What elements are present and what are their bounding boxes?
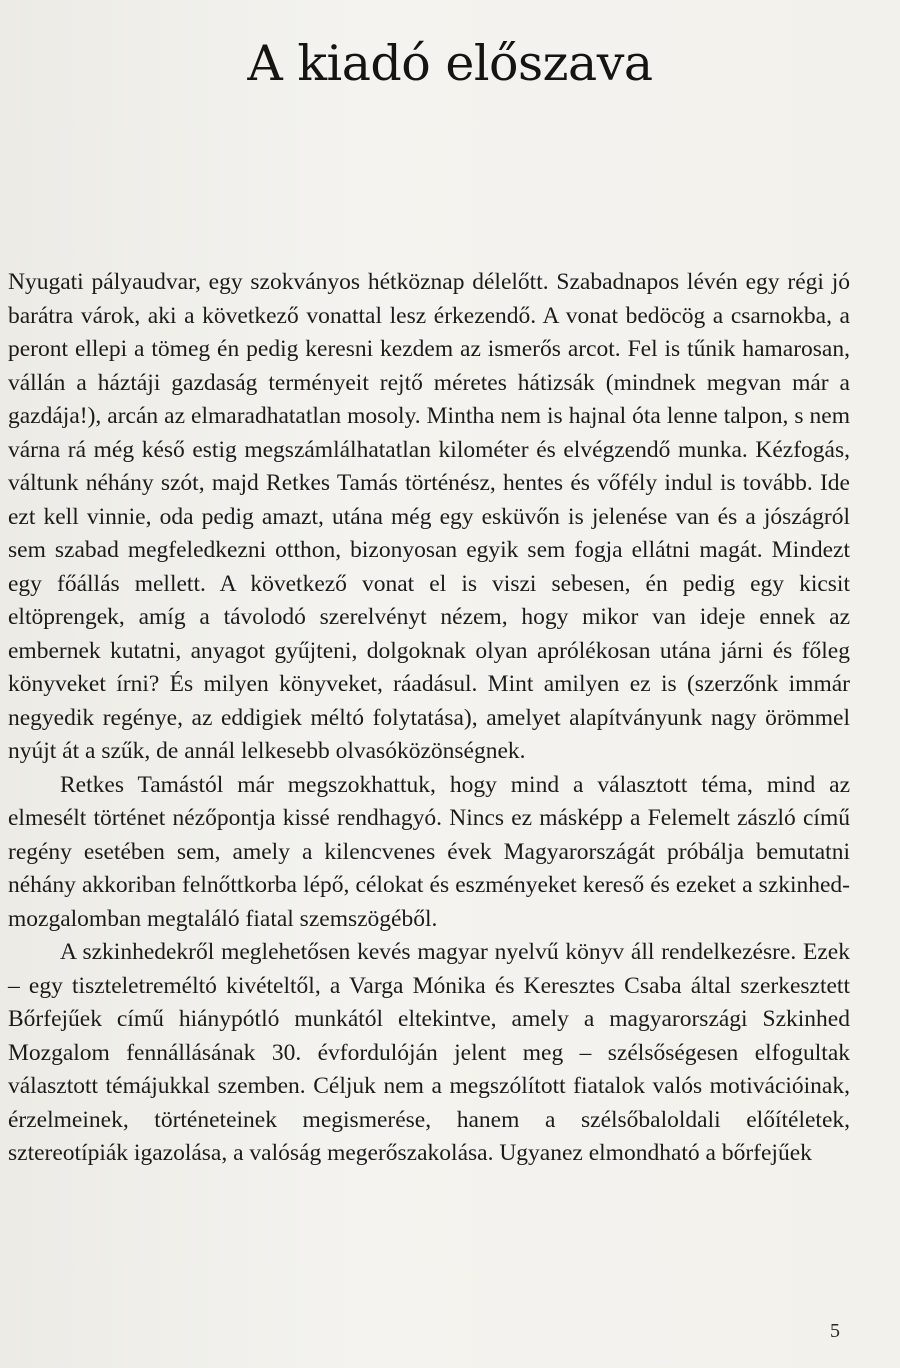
page-title: A kiadó előszava xyxy=(247,35,653,92)
body-text xyxy=(8,266,850,1171)
paragraph-3: A szkinhedekről meglehetősen kevés magyar nyelvű könyv áll rendelkezésre. Ezek – egy tiszteletreméltó kivételtől, a Varga Mónika és Keresztes Csaba által szerkesztett Bőrfejűek című hiánypótló munkától eltekintve, amely a magyarországi Szkinhed Mozgalom fennállásának 30. évfordulóján jelent meg – szélsőségesen elfogultak választott témájukkal szemben. Céljuk nem a megszólított fiatalok valós motivációinak, érzelmeinek, történeteinek megismerése, hanem a szélsőbaloldali előítéletek, sztereotípiák igazolása, a valóság megerőszakolása. Ugyanez elmondható a bőrfejűek xyxy=(8,939,850,1166)
page-number: 5 xyxy=(830,1320,840,1342)
paragraph-1: Nyugati pályaudvar, egy szokványos hétköznap délelőtt. Szabadnapos lévén egy régi jó barátra várok, aki a következő vonattal lesz érkezendő. A vonat bedöcög a csarnokba, a peront ellepi a tömeg én pedig keresni kezdem az ismerős arcot. Fel is tűnik hamarosan, vállán a háztáji gazdaság terményeit rejtő méretes hátizsák (mindnek megvan már a gazdája!), arcán az elmaradhatatlan mosoly. Mintha nem is hajnal óta lenne talpon, s nem várna rá még késő estig megszámlálhatatlan kilométer és elvégzendő munka. Kézfogás, váltunk néhány szót, majd Retkes Tamás történész, hentes és vőfély indul is tovább. Ide ezt kell vinnie, oda pedig amazt, utána még egy esküvőn is jelenése van és a jószágról sem szabad megfeledkezni otthon, bizonyosan egyik sem fogja ellátni magát. Mindezt egy főállás mellett. A következő vonat el is viszi sebesen, én pedig egy kicsit eltöprengek, amíg a távolodó szerelvényt nézem, hogy mikor van ideje ennek az embernek kutatni, anyagot gyűjteni, dolgoknak olyan aprólékosan utána járni és főleg könyveket írni? És milyen könyveket, ráadásul. Mint amilyen ez is (szerzőnk immár negyedik regénye, az eddigiek méltó folytatása), amelyet alapítványunk nagy örömmel nyújt át a szűk, de annál lelkesebb olvasóközönségnek. xyxy=(8,269,850,764)
paragraph-2: Retkes Tamástól már megszokhattuk, hogy mind a választott téma, mind az elmesélt történet nézőpontja kissé rendhagyó. Nincs ez másképp a Felemelt zászló című regény esetében sem, amely a kilencvenes évek Magyarországát próbálja bemutatni néhány akkoriban felnőttkorba lépő, célokat és eszményeket kereső és ezeket a szkinhed-mozgalomban megtaláló fiatal szemszögéből. xyxy=(8,771,850,932)
